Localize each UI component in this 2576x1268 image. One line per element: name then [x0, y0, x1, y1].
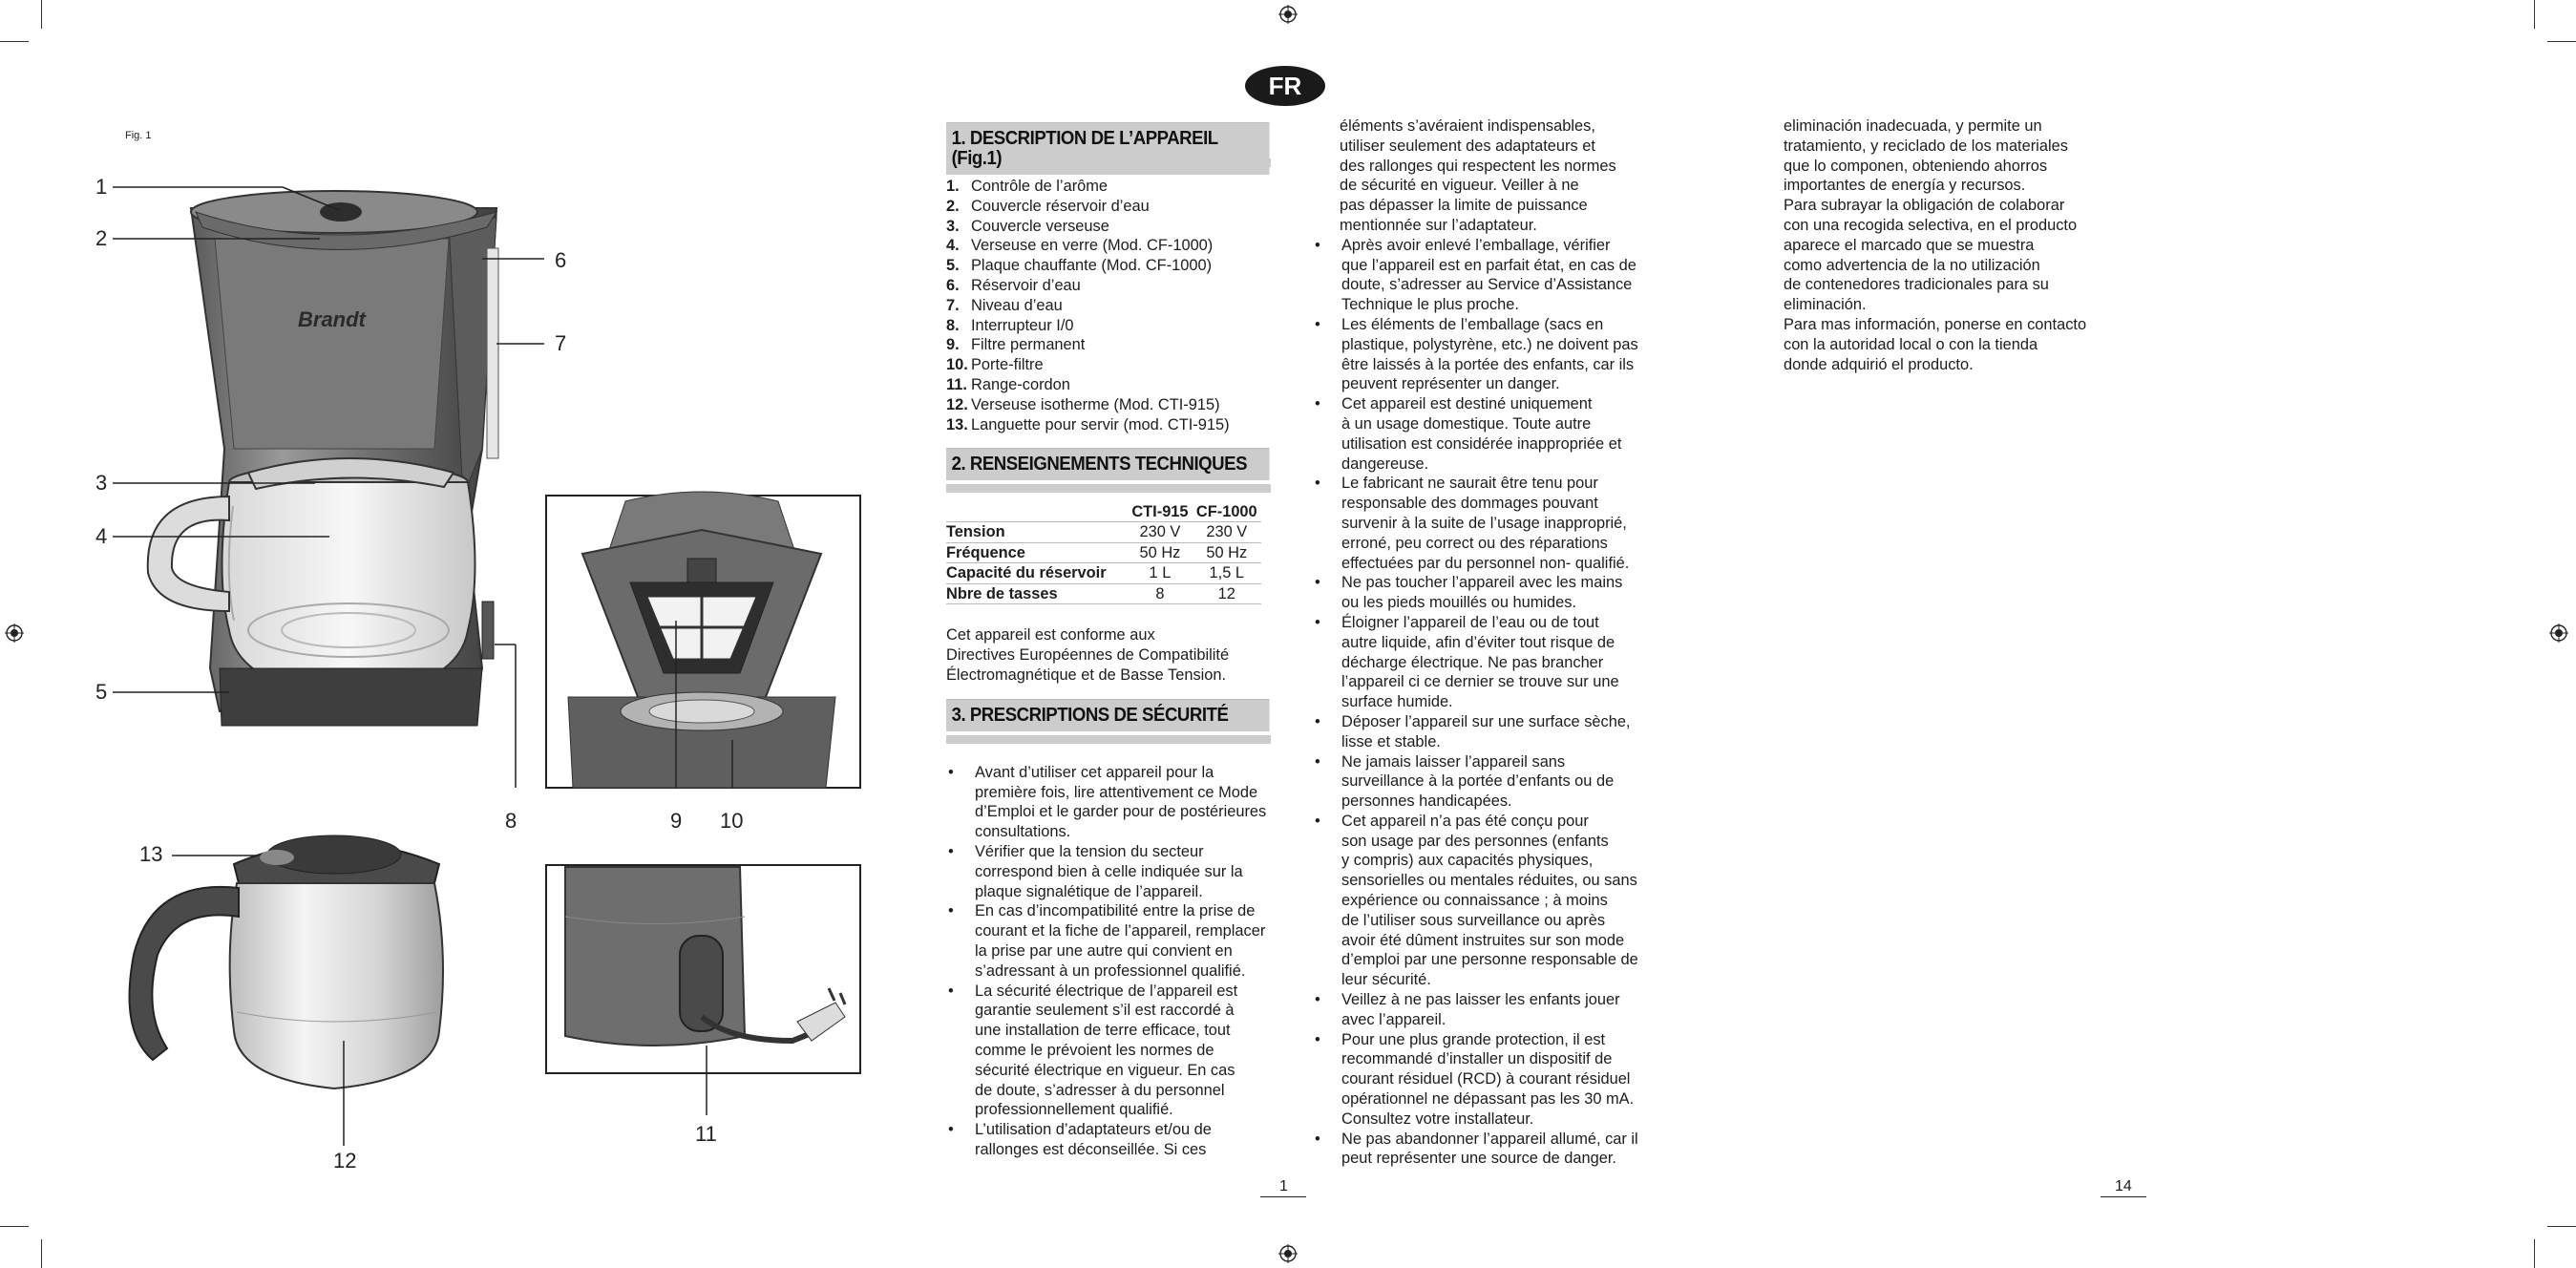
section-3-title: 3. PRESCRIPTIONS DE SÉCURITÉ	[946, 699, 1270, 731]
text-line: de doute, s’adresser à du personnel	[975, 1081, 1225, 1099]
safety-item-text	[975, 842, 1243, 901]
spec-label: Nbre de tasses	[946, 583, 1128, 604]
parts-list-item	[946, 355, 1271, 375]
callout-13: 13	[139, 842, 163, 866]
safety-list-2	[1313, 236, 1657, 1169]
section-3-header-bar	[946, 699, 1271, 744]
text-line: Cet appareil est destiné uniquement	[1341, 395, 1593, 413]
item-number: 5.	[946, 257, 960, 275]
text-line: Les éléments de l’emballage (sacs en	[1341, 315, 1604, 333]
text-line: pas dépasser la limite de puissance	[1340, 197, 1588, 215]
text-line: donde adquirió el producto.	[1784, 355, 1974, 373]
safety-item	[1313, 394, 1657, 474]
text-line: sécurité électrique en vigueur. En cas	[975, 1061, 1235, 1079]
item-number: 2.	[946, 197, 960, 215]
item-text: Porte-filtre	[971, 356, 1044, 374]
item-number: 10.	[946, 356, 968, 374]
item-text: Verseuse isotherme (Mod. CTI-915)	[971, 395, 1220, 413]
text-line: Après avoir enlevé l’emballage, vérifier	[1341, 236, 1611, 254]
text-line: personnes handicapées.	[1341, 792, 1512, 811]
safety-continuation	[1313, 116, 1657, 236]
safety-item-text	[1341, 812, 1638, 990]
spec-row	[946, 563, 1261, 584]
bullet-icon: •	[948, 763, 954, 781]
text-line: garantie seulement s’il est raccordé à	[975, 1002, 1235, 1020]
text-line: Déposer l’appareil sur une surface sèche,	[1341, 712, 1631, 730]
bullet-icon: •	[1315, 1130, 1320, 1148]
safety-item	[1313, 1130, 1657, 1170]
text-line: d’Emploi et le garder pour de postérieures	[975, 803, 1267, 821]
safety-item	[1313, 613, 1657, 712]
text-line: importantes de energía y recursos.	[1784, 177, 2026, 195]
item-number: 11.	[946, 375, 967, 393]
callout-8: 8	[505, 809, 517, 833]
text-line: surveillance à la portée d’enfants ou de	[1341, 772, 1615, 791]
spec-row	[946, 522, 1261, 543]
text-line: Para subrayar la obligación de colaborar	[1784, 197, 2065, 215]
spec-value-cf1000: 1,5 L	[1193, 563, 1261, 584]
text-line: y compris) aux capacités physiques,	[1341, 852, 1594, 870]
figure-label: Fig. 1	[125, 130, 152, 141]
text-line: survenir à la suite de l’usage inapproprié,	[1341, 514, 1627, 532]
item-text: Contrôle de l’arôme	[971, 178, 1109, 195]
column-2	[1313, 116, 1657, 1169]
text-line: leur sécurité.	[1341, 971, 1431, 989]
column-spanish	[1784, 116, 2146, 374]
page-number-left: 1	[1279, 1178, 1288, 1194]
safety-item-text	[1341, 474, 1629, 573]
safety-item-text	[1341, 236, 1636, 315]
spec-label: Capacité du réservoir	[946, 563, 1128, 584]
conformity-line: Directives Européennes de Compatibilité	[946, 646, 1230, 665]
text-line: Consultez votre installateur.	[1341, 1110, 1534, 1128]
safety-item-text	[1341, 712, 1630, 752]
text-line: Technique le plus proche.	[1341, 296, 1519, 314]
text-line: mentionnée sur l’adaptateur.	[1340, 216, 1537, 234]
text-line: de sécurité en vigueur. Veiller à ne	[1340, 177, 1579, 195]
callout-6: 6	[555, 248, 567, 272]
item-text: Verseuse en verre (Mod. CF-1000)	[971, 237, 1214, 255]
safety-item	[946, 1120, 1271, 1160]
parts-list-item	[946, 236, 1271, 256]
text-line: eliminación inadecuada, y permite un	[1784, 117, 2042, 135]
spec-value-cti915: 50 Hz	[1128, 542, 1192, 563]
safety-item	[946, 763, 1271, 842]
bullet-icon: •	[1315, 613, 1320, 631]
language-badge: FR	[1245, 66, 1325, 106]
crop-mark	[0, 1226, 29, 1227]
text-line: L’utilisation d’adaptateurs et/ou de	[975, 1121, 1212, 1139]
callout-11: 11	[695, 1122, 717, 1146]
column-1	[946, 122, 1271, 1160]
text-line: courant résiduel (RCD) à courant résiduel	[1341, 1070, 1631, 1088]
item-text: Filtre permanent	[971, 336, 1086, 354]
text-line: une installation de terre efficace, tout	[975, 1022, 1231, 1040]
safety-item-text	[975, 901, 1265, 981]
text-line: Avant d’utiliser cet appareil pour la	[975, 763, 1214, 781]
text-line: utilisation est considérée inappropriée et	[1341, 434, 1622, 453]
text-line: la prise par une autre qui convient en	[975, 941, 1233, 960]
text-line: que lo componen, obteniendo ahorros	[1784, 157, 2048, 175]
text-line: son usage par des personnes (enfants	[1341, 832, 1609, 850]
text-line: Ne jamais laisser l’appareil sans	[1341, 752, 1566, 771]
text-line: décharge électrique. Ne pas brancher	[1341, 653, 1604, 671]
text-line: effectuées par du personnel non- qualifié.	[1341, 554, 1630, 572]
text-line: rallonges est déconseillée. Si ces	[975, 1140, 1207, 1158]
safety-item-text	[1341, 394, 1621, 474]
text-line: Ne pas toucher l’appareil avec les mains	[1341, 574, 1623, 592]
item-text: Réservoir d’eau	[971, 276, 1081, 294]
registration-mark-icon	[1278, 5, 1298, 24]
safety-item	[1313, 474, 1657, 573]
text-line: peuvent représenter un danger.	[1341, 375, 1560, 393]
specs-table	[946, 502, 1261, 604]
text-line: opérationnel ne dépassant pas les 30 mA.	[1341, 1090, 1635, 1109]
text-line: avec l’appareil.	[1341, 1010, 1446, 1028]
callout-5: 5	[95, 680, 108, 704]
text-line: lisse et stable.	[1341, 732, 1441, 750]
safety-item	[1313, 812, 1657, 990]
text-line: Ne pas abandonner l’appareil allumé, car il	[1341, 1130, 1638, 1148]
text-line: s’adressant à un professionnel qualifié.	[975, 962, 1246, 980]
text-line: plastique, polystyrène, etc.) ne doivent pas	[1341, 335, 1638, 353]
section-1-title: 1. DESCRIPTION DE L’APPAREIL (Fig.1)	[946, 122, 1270, 175]
bullet-icon: •	[1315, 1030, 1320, 1048]
item-number: 8.	[946, 316, 960, 334]
parts-list-item	[946, 217, 1271, 237]
bullet-icon: •	[948, 902, 954, 920]
text-line: con la autoridad local o con la tienda	[1784, 335, 2038, 353]
item-text: Interrupteur I/0	[971, 316, 1074, 334]
item-text: Niveau d’eau	[971, 296, 1063, 314]
item-number: 6.	[946, 276, 960, 294]
safety-item	[1313, 236, 1657, 315]
safety-item-text	[1341, 315, 1638, 394]
safety-item-text	[1341, 613, 1619, 712]
safety-item	[1313, 1030, 1657, 1130]
parts-list	[946, 177, 1271, 434]
item-number: 1.	[946, 178, 960, 195]
spec-row	[946, 583, 1261, 604]
spec-value-cf1000: 230 V	[1193, 522, 1261, 543]
item-number: 7.	[946, 296, 960, 314]
safety-item-text	[1341, 573, 1622, 613]
parts-list-item	[946, 395, 1271, 415]
item-number: 3.	[946, 217, 960, 235]
callout-12: 12	[333, 1149, 357, 1173]
item-text: Plaque chauffante (Mod. CF-1000)	[971, 257, 1213, 275]
parts-list-item	[946, 276, 1271, 296]
text-line: con una recogida selectiva, en el producto	[1784, 216, 2078, 234]
text-line: de l’utiliser sous surveillance ou après	[1341, 911, 1606, 929]
parts-list-item	[946, 316, 1271, 336]
crop-mark	[2534, 0, 2535, 29]
text-line: être laissés à la portée des enfants, car ils	[1341, 355, 1635, 373]
safety-item-text	[1341, 1130, 1638, 1170]
registration-mark-icon	[1278, 1244, 1298, 1263]
text-line: l’appareil ci ce dernier se trouve sur une	[1341, 673, 1619, 691]
safety-item	[1313, 752, 1657, 812]
text-line: ou les pieds mouillés ou humides.	[1341, 594, 1576, 612]
parts-list-item	[946, 197, 1271, 217]
text-line: de contenedores tradicionales para su	[1784, 276, 2049, 294]
item-text: Couvercle réservoir d’eau	[971, 197, 1150, 215]
text-line: Cet appareil n’a pas été conçu pour	[1341, 812, 1589, 830]
callout-3: 3	[95, 471, 108, 495]
spec-label: Tension	[946, 522, 1128, 543]
safety-item	[1313, 990, 1657, 1030]
item-number: 13.	[946, 415, 968, 433]
bullet-icon: •	[1315, 812, 1320, 830]
crop-mark	[2547, 41, 2576, 42]
item-number: 12.	[946, 395, 968, 413]
safety-item	[1313, 712, 1657, 752]
parts-list-item	[946, 375, 1271, 395]
safety-item-text	[975, 763, 1266, 842]
page-rule	[2101, 1196, 2146, 1197]
text-line: Veillez à ne pas laisser les enfants jouer	[1341, 991, 1620, 1009]
section-2-header-bar	[946, 448, 1271, 493]
safety-item-text	[1341, 990, 1620, 1030]
text-line: utiliser seulement des adaptateurs et	[1340, 137, 1595, 155]
parts-list-item	[946, 335, 1271, 355]
text-line: à un usage domestique. Toute autre	[1341, 414, 1592, 433]
text-line: doute, s’adresser au Service d’Assistance	[1341, 276, 1633, 294]
text-line: Éloigner l’appareil de l’eau ou de tout	[1341, 613, 1599, 631]
text-line: consultations.	[975, 823, 1071, 841]
safety-list-1	[946, 763, 1271, 1160]
crop-mark	[2547, 1226, 2576, 1227]
text-line: responsable des dommages pouvant	[1341, 495, 1598, 513]
conformity-line: Cet appareil est conforme aux	[946, 626, 1155, 645]
text-line: correspond bien à celle indiquée sur la	[975, 862, 1243, 880]
spec-col-cf1000: CF-1000	[1193, 502, 1261, 522]
text-line: des rallonges qui respectent les normes	[1340, 157, 1616, 175]
text-line: peut représenter une source de danger.	[1341, 1150, 1616, 1168]
bullet-icon: •	[1315, 712, 1320, 730]
spec-row	[946, 542, 1261, 563]
text-line: autre liquide, afin d’éviter tout risque de	[1341, 633, 1615, 651]
callout-9: 9	[670, 809, 683, 833]
text-line: d’emploi par une personne responsable de	[1341, 951, 1638, 969]
safety-item	[946, 901, 1271, 981]
callout-4: 4	[95, 524, 108, 548]
spec-value-cti915: 1 L	[1128, 563, 1192, 584]
registration-mark-icon	[2549, 623, 2568, 643]
section-1-header-bar	[946, 122, 1271, 167]
text-line: plaque signalétique de l’appareil.	[975, 882, 1203, 900]
text-line: como advertencia de la no utilización	[1784, 256, 2040, 274]
bullet-icon: •	[948, 842, 954, 860]
text-line: que l’appareil est en parfait état, en cas de	[1341, 256, 1636, 274]
text-line: eliminación.	[1784, 296, 1867, 314]
callout-1: 1	[95, 175, 108, 199]
bullet-icon: •	[1315, 752, 1320, 771]
text-line: Le fabricant ne saurait être tenu pour	[1341, 475, 1598, 493]
text-line: aparece el marcado que se muestra	[1784, 236, 2035, 254]
bullet-icon: •	[1315, 395, 1320, 413]
text-line: surface humide.	[1341, 693, 1453, 711]
brand-logo: Brandt	[298, 307, 366, 331]
text-line: En cas d’incompatibilité entre la prise de	[975, 902, 1256, 920]
safety-item	[946, 842, 1271, 901]
spec-value-cf1000: 50 Hz	[1193, 542, 1261, 563]
safety-item-text	[1341, 752, 1614, 812]
spec-label: Fréquence	[946, 542, 1128, 563]
parts-list-item	[946, 256, 1271, 276]
text-line: sensorielles ou mentales réduites, ou sans	[1341, 872, 1637, 890]
page-number-right: 14	[2115, 1178, 2132, 1194]
conformity-line: Électromagnétique et de Basse Tension.	[946, 666, 1227, 684]
text-line: recommandé d’installer un dispositif de	[1341, 1050, 1613, 1068]
spec-value-cf1000: 12	[1193, 583, 1261, 604]
text-line: dangereuse.	[1341, 454, 1429, 473]
coffee-maker-illustration	[0, 0, 878, 1203]
safety-item	[946, 982, 1271, 1121]
bullet-icon: •	[948, 982, 954, 1000]
safety-item	[1313, 573, 1657, 613]
text-line: comme le prévoient les normes de	[975, 1041, 1214, 1059]
text-line: Vérifier que la tension du secteur	[975, 842, 1204, 860]
safety-item-text	[975, 1120, 1212, 1160]
bullet-icon: •	[1315, 991, 1320, 1009]
safety-item-text	[1341, 1030, 1634, 1130]
spec-col-cti915: CTI-915	[1128, 502, 1192, 522]
parts-list-item	[946, 296, 1271, 316]
spec-value-cti915: 8	[1128, 583, 1192, 604]
item-number: 4.	[946, 237, 960, 255]
text-line: Para mas información, ponerse en contacto	[1784, 315, 2087, 333]
page-rule	[1260, 1196, 1306, 1197]
bullet-icon: •	[1315, 574, 1320, 592]
section-2-title: 2. RENSEIGNEMENTS TECHNIQUES	[946, 448, 1270, 480]
bullet-icon: •	[1315, 475, 1320, 493]
text-line: courant et la fiche de l’appareil, remplacer	[975, 922, 1266, 940]
conformity-text	[946, 625, 1271, 685]
item-text: Couvercle verseuse	[971, 217, 1109, 235]
crop-mark	[41, 1239, 42, 1268]
item-text: Range-cordon	[971, 375, 1070, 393]
text-line: erroné, peu correct ou des réparations	[1341, 534, 1608, 552]
safety-item-text	[975, 982, 1237, 1121]
item-number: 9.	[946, 336, 960, 354]
text-line: éléments s’avéraient indispensables,	[1340, 117, 1595, 135]
text-line: professionnellement qualifié.	[975, 1101, 1173, 1119]
crop-mark	[2534, 1239, 2535, 1268]
text-line: expérience ou connaissance ; à moins	[1341, 892, 1608, 910]
callout-2: 2	[95, 226, 108, 250]
callout-7: 7	[555, 331, 567, 355]
safety-item	[1313, 315, 1657, 394]
text-line: tratamiento, y reciclado de los materiales	[1784, 137, 2068, 155]
bullet-icon: •	[1315, 315, 1320, 333]
parts-list-item	[946, 415, 1271, 435]
text-line: Pour une plus grande protection, il est	[1341, 1030, 1606, 1048]
text-line: première fois, lire attentivement ce Mode	[975, 783, 1258, 801]
text-line: avoir été dûment instruites sur son mode	[1341, 931, 1625, 949]
bullet-icon: •	[1315, 236, 1320, 254]
bullet-icon: •	[948, 1121, 954, 1139]
item-text: Languette pour servir (mod. CTI-915)	[971, 415, 1230, 433]
spec-value-cti915: 230 V	[1128, 522, 1192, 543]
parts-list-item	[946, 177, 1271, 197]
callout-10: 10	[720, 809, 744, 833]
text-line: La sécurité électrique de l’appareil est	[975, 982, 1238, 1000]
